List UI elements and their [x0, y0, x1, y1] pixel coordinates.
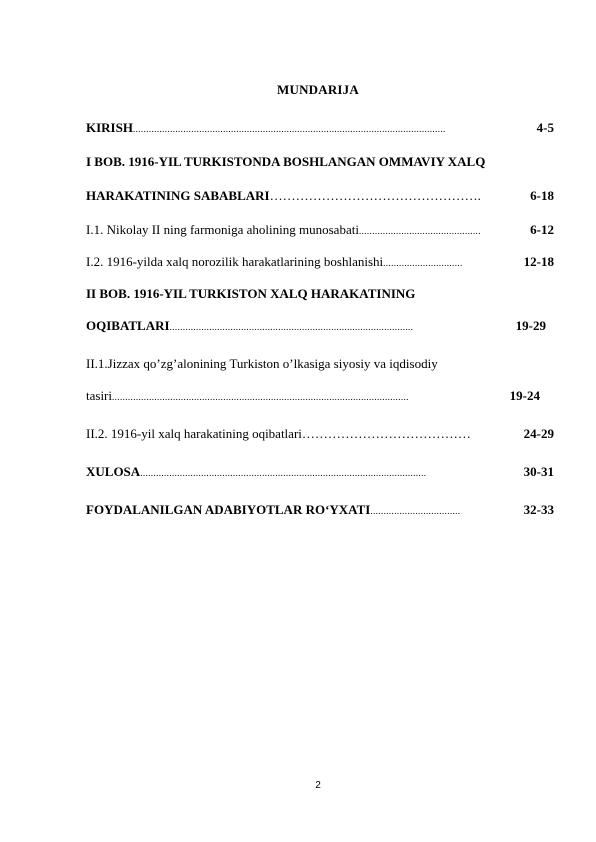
toc-leader-dots: …………………………………………. — [269, 188, 481, 203]
toc-entry-label: I.1. Nikolay II ning farmoniga aholining munosabati — [86, 222, 359, 237]
toc-leader-dots: ............................................................................................................ — [140, 468, 427, 478]
toc-entry-label: I BOB. 1916-YIL TURKISTONDA BOSHLANGAN OMMAVIY XALQ — [86, 154, 486, 169]
toc-entry-section-1-1 — [86, 222, 554, 239]
toc-entry-label: FOYDALANILGAN ADABIYOTLAR RO‘YXATI — [86, 502, 371, 517]
toc-page-range: 30-31 — [523, 464, 554, 479]
toc-entry-section-2-1 — [86, 388, 554, 405]
toc-chapter-2-heading — [86, 286, 554, 302]
toc-entry-section-2-2 — [86, 426, 554, 442]
toc-entry-label: II.1.Jizzax qo’zg’alonining Turkiston o’lkasiga siyosiy va iqdisodiy — [86, 356, 438, 371]
toc-leader-dots: .............................. — [383, 258, 463, 268]
toc-page-range: 32-33 — [523, 502, 554, 517]
toc-page-range: 24-29 — [523, 426, 554, 441]
toc-leader-dots: ............................................................................................ — [169, 322, 414, 332]
toc-leader-dots: ...................................................................................................................... — [132, 124, 446, 134]
toc-title: MUNDARIJA — [277, 82, 359, 97]
toc-entry-label: XULOSA — [86, 464, 141, 479]
toc-chapter-1-heading — [86, 154, 554, 170]
toc-entry-chapter-2 — [86, 318, 554, 335]
toc-entry-bibliography — [86, 502, 554, 519]
toc-leader-dots: .............................................. — [358, 226, 481, 236]
page-number: 2 — [315, 780, 321, 791]
toc-entry-label: tasiri — [86, 388, 112, 403]
toc-section-2-1-heading — [86, 356, 554, 372]
toc-entry-label: I.2. 1916-yilda xalq norozilik harakatlarining boshlanishi — [86, 254, 384, 269]
toc-page-range: 19-24 — [509, 388, 540, 403]
toc-leader-dots: ………………………………… — [301, 426, 471, 441]
toc-entry-label: KIRISH — [86, 120, 133, 135]
toc-page-range: 6-18 — [530, 188, 554, 203]
toc-page-range: 6-12 — [530, 222, 554, 237]
toc-leader-dots: ................................................................................................................ — [112, 392, 409, 402]
toc-page-range: 4-5 — [536, 120, 554, 135]
toc-entry-label: II BOB. 1916-YIL TURKISTON XALQ HARAKATINING — [86, 286, 416, 301]
toc-page-range: 12-18 — [523, 254, 554, 269]
toc-page-range: 19-29 — [515, 318, 546, 333]
toc-entry-section-1-2 — [86, 254, 554, 271]
toc-entry-label: OQIBATLARI — [86, 318, 170, 333]
toc-entry-xulosa — [86, 464, 554, 481]
toc-entry-chapter-1 — [86, 188, 554, 204]
toc-leader-dots: .................................. — [370, 506, 461, 516]
toc-entry-label: II.2. 1916-yil xalq harakatining oqibatlari — [86, 426, 302, 441]
toc-entry-kirish — [86, 120, 554, 137]
toc-entry-label: HARAKATINING SABABLARI — [86, 188, 270, 203]
